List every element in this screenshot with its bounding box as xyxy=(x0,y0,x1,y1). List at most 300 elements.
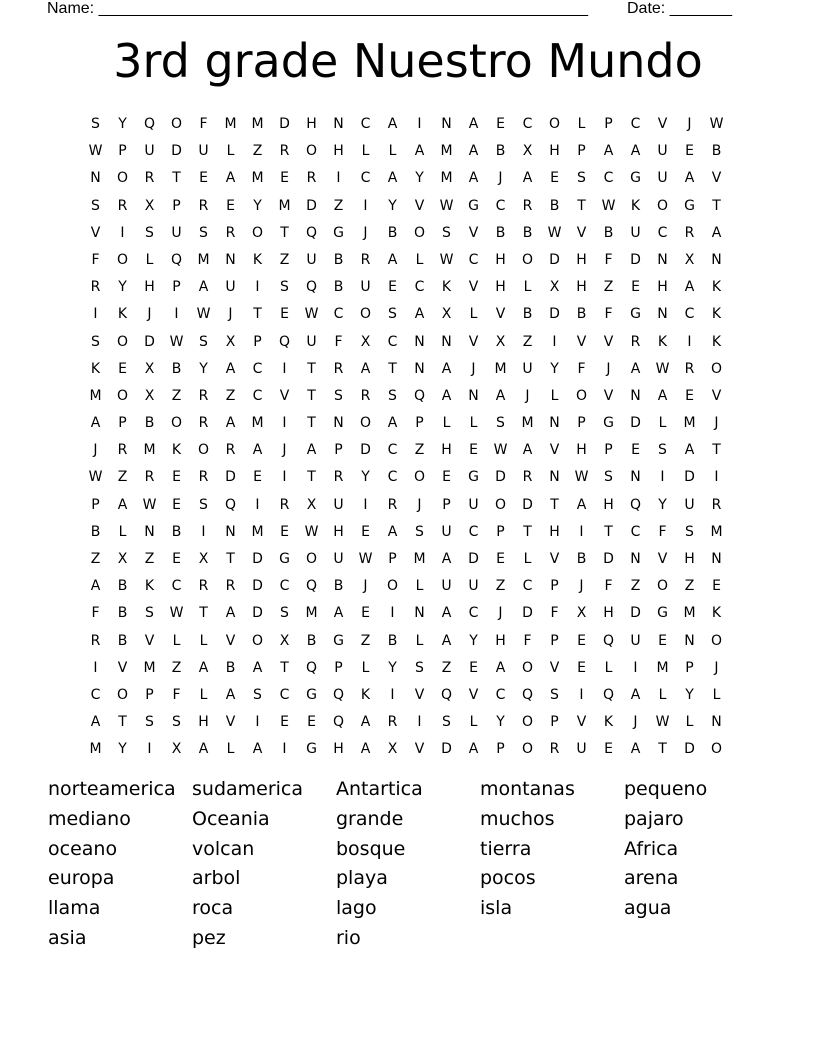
grid-letter: T xyxy=(307,387,316,404)
grid-letter: D xyxy=(468,551,479,567)
grid-letter: N xyxy=(144,523,155,540)
grid-letter: P xyxy=(388,551,397,567)
grid-letter: V xyxy=(576,714,587,731)
grid-letter: A xyxy=(576,496,587,513)
grid-letter: N xyxy=(711,714,722,731)
grid-letter: F xyxy=(577,360,586,377)
grid-letter: P xyxy=(496,523,505,540)
grid-letter: X xyxy=(522,143,533,160)
grid-letter: U xyxy=(306,251,317,268)
grid-letter: H xyxy=(576,279,587,296)
word-list-item: pequeno xyxy=(624,778,708,800)
grid-letter: Q xyxy=(305,224,318,241)
grid-letter: R xyxy=(198,578,209,595)
grid-letter: Z xyxy=(225,387,236,404)
grid-letter: O xyxy=(116,170,129,187)
grid-letter: M xyxy=(710,523,723,540)
grid-letter: A xyxy=(387,170,398,187)
grid-letter: L xyxy=(415,632,424,649)
grid-letter: S xyxy=(199,496,208,513)
grid-letter: N xyxy=(657,306,668,323)
grid-letter: S xyxy=(91,116,100,132)
grid-letter: B xyxy=(576,551,587,567)
grid-letter: L xyxy=(199,632,208,649)
page-title: 3rd grade Nuestro Mundo xyxy=(113,34,703,88)
grid-letter: T xyxy=(118,714,127,731)
grid-letter: M xyxy=(251,523,264,540)
grid-letter: O xyxy=(251,632,264,649)
grid-letter: I xyxy=(363,496,368,513)
grid-letter: V xyxy=(603,387,614,404)
grid-letter: E xyxy=(280,306,289,323)
grid-letter: M xyxy=(143,442,156,459)
grid-letter: W xyxy=(304,306,319,323)
grid-letter: H xyxy=(549,143,560,160)
grid-letter: G xyxy=(630,170,641,187)
grid-letter: B xyxy=(117,632,128,649)
grid-letter: P xyxy=(496,741,505,758)
grid-letter: E xyxy=(118,360,127,377)
grid-letter: S xyxy=(685,523,694,540)
grid-letter: J xyxy=(606,360,611,377)
grid-letter: K xyxy=(171,442,182,459)
grid-letter: K xyxy=(630,197,641,214)
grid-letter: T xyxy=(307,469,316,486)
grid-letter: S xyxy=(550,686,559,703)
grid-letter: A xyxy=(522,170,533,187)
grid-letter: R xyxy=(360,251,371,268)
grid-letter: G xyxy=(657,605,668,622)
grid-letter: W xyxy=(142,496,157,513)
grid-letter: O xyxy=(170,415,183,432)
grid-letter: Z xyxy=(252,143,263,160)
grid-letter: A xyxy=(225,605,236,622)
grid-letter: N xyxy=(684,632,695,649)
grid-letter: C xyxy=(630,523,641,540)
grid-letter: I xyxy=(633,659,638,676)
grid-row xyxy=(82,329,730,356)
grid-letter: X xyxy=(198,551,209,567)
grid-letter: K xyxy=(117,306,128,323)
grid-letter: I xyxy=(336,170,341,187)
grid-letter: R xyxy=(306,170,317,187)
grid-letter: S xyxy=(658,442,667,459)
grid-letter: E xyxy=(496,551,505,567)
grid-letter: U xyxy=(576,741,587,758)
grid-letter: Z xyxy=(495,578,506,595)
grid-letter: P xyxy=(145,686,154,703)
grid-letter: E xyxy=(172,469,181,486)
grid-letter: C xyxy=(468,605,479,622)
grid-letter: C xyxy=(657,224,668,241)
grid-letter: V xyxy=(711,387,722,404)
grid-letter: F xyxy=(334,333,343,350)
grid-letter: U xyxy=(333,496,344,513)
grid-letter: A xyxy=(225,170,236,187)
grid-letter: P xyxy=(172,279,181,296)
grid-letter: J xyxy=(417,496,422,513)
grid-letter: L xyxy=(118,523,127,540)
grid-letter: A xyxy=(198,279,209,296)
word-list-item: playa xyxy=(336,867,388,890)
grid-letter: M xyxy=(251,415,264,432)
grid-letter: H xyxy=(306,116,317,132)
grid-letter: U xyxy=(441,523,452,540)
grid-letter: B xyxy=(549,197,560,214)
grid-letter: M xyxy=(683,605,696,622)
grid-letter: U xyxy=(198,143,209,160)
grid-letter: L xyxy=(226,741,235,758)
grid-letter: G xyxy=(306,741,317,758)
grid-letter: S xyxy=(334,387,343,404)
grid-letter: D xyxy=(549,251,560,268)
grid-row xyxy=(82,410,730,437)
grid-letter: S xyxy=(442,224,451,241)
grid-letter: Z xyxy=(333,197,344,214)
grid-letter: C xyxy=(90,686,101,703)
grid-letter: R xyxy=(225,442,236,459)
grid-letter: P xyxy=(577,143,586,160)
word-list-item: bosque xyxy=(336,837,406,860)
grid-letter: B xyxy=(711,143,722,160)
grid-letter: W xyxy=(601,197,616,214)
grid-letter: A xyxy=(198,659,209,676)
grid-letter: S xyxy=(145,714,154,731)
grid-letter: I xyxy=(147,741,152,758)
grid-letter: F xyxy=(91,251,100,268)
word-list-item: isla xyxy=(480,897,513,920)
grid-letter: Q xyxy=(305,578,318,595)
grid-letter: H xyxy=(198,714,209,731)
grid-letter: O xyxy=(116,251,129,268)
grid-letter: Q xyxy=(278,333,291,350)
grid-letter: Y xyxy=(388,659,397,676)
grid-letter: H xyxy=(684,551,695,567)
grid-letter: R xyxy=(522,197,533,214)
grid-letter: L xyxy=(577,116,586,132)
grid-letter: X xyxy=(387,741,398,758)
grid-letter: Z xyxy=(414,442,425,459)
grid-letter: O xyxy=(116,686,129,703)
grid-letter: V xyxy=(576,333,587,350)
word-list-item: tierra xyxy=(480,837,532,860)
grid-row xyxy=(82,220,730,247)
word-list-item: Antartica xyxy=(336,778,423,800)
grid-letter: I xyxy=(93,306,98,323)
grid-letter: V xyxy=(468,333,479,350)
grid-letter: B xyxy=(603,224,614,241)
grid-letter: B xyxy=(387,632,398,649)
grid-letter: B xyxy=(306,632,317,649)
grid-letter: T xyxy=(523,523,532,540)
grid-letter: E xyxy=(280,714,289,731)
grid-letter: J xyxy=(525,387,530,404)
grid-letter: B xyxy=(90,523,101,540)
grid-letter: C xyxy=(387,333,398,350)
grid-letter: Y xyxy=(118,279,127,296)
grid-letter: O xyxy=(521,251,534,268)
grid-letter: B xyxy=(576,306,587,323)
grid-letter: S xyxy=(496,415,505,432)
grid-letter: N xyxy=(333,116,344,132)
grid-letter: P xyxy=(118,143,127,160)
grid-letter: H xyxy=(495,251,506,268)
grid-letter: B xyxy=(225,659,236,676)
grid-letter: A xyxy=(90,714,101,731)
grid-letter: S xyxy=(172,714,181,731)
grid-letter: R xyxy=(549,741,560,758)
grid-letter: P xyxy=(415,415,424,432)
grid-letter: U xyxy=(333,551,344,567)
grid-letter: I xyxy=(282,469,287,486)
grid-letter: J xyxy=(498,605,503,622)
word-list-item: agua xyxy=(624,897,672,920)
grid-letter: W xyxy=(169,605,184,622)
grid-letter: R xyxy=(198,469,209,486)
grid-letter: P xyxy=(604,116,613,132)
grid-letter: A xyxy=(387,116,398,132)
grid-letter: R xyxy=(90,632,101,649)
grid-letter: O xyxy=(413,469,426,486)
grid-letter: O xyxy=(413,224,426,241)
grid-row xyxy=(82,600,730,627)
grid-letter: K xyxy=(252,251,263,268)
grid-letter: Y xyxy=(658,496,667,513)
grid-letter: O xyxy=(521,659,534,676)
grid-letter: R xyxy=(198,197,209,214)
grid-letter: Y xyxy=(199,360,208,377)
grid-letter: T xyxy=(604,523,613,540)
grid-letter: W xyxy=(547,224,562,241)
grid-letter: D xyxy=(252,578,263,595)
grid-letter: P xyxy=(604,442,613,459)
grid-letter: F xyxy=(604,578,613,595)
grid-letter: C xyxy=(414,279,425,296)
grid-letter: T xyxy=(307,415,316,432)
grid-letter: A xyxy=(225,360,236,377)
grid-letter: Q xyxy=(224,496,237,513)
grid-letter: H xyxy=(333,523,344,540)
grid-letter: L xyxy=(469,415,478,432)
grid-letter: K xyxy=(144,578,155,595)
grid-letter: Q xyxy=(332,686,345,703)
grid-letter: A xyxy=(468,170,479,187)
grid-letter: P xyxy=(577,415,586,432)
grid-letter: F xyxy=(91,605,100,622)
grid-letter: X xyxy=(225,333,236,350)
word-list-item: llama xyxy=(48,897,101,920)
grid-letter: P xyxy=(91,496,100,513)
grid-letter: Z xyxy=(279,251,290,268)
grid-letter: A xyxy=(684,279,695,296)
grid-letter: U xyxy=(657,143,668,160)
grid-letter: P xyxy=(550,632,559,649)
grid-letter: C xyxy=(387,442,398,459)
grid-letter: W xyxy=(655,714,670,731)
grid-row xyxy=(82,519,730,546)
grid-letter: J xyxy=(93,442,98,459)
grid-letter: U xyxy=(225,279,236,296)
grid-letter: B xyxy=(495,143,506,160)
grid-letter: E xyxy=(712,578,721,595)
grid-letter: H xyxy=(333,143,344,160)
word-list-item: pocos xyxy=(480,867,536,890)
grid-letter: F xyxy=(199,116,208,132)
grid-letter: R xyxy=(711,496,722,513)
grid-letter: L xyxy=(469,306,478,323)
grid-letter: P xyxy=(118,415,127,432)
grid-letter: X xyxy=(279,632,290,649)
grid-letter: V xyxy=(279,387,290,404)
grid-letter: B xyxy=(522,306,533,323)
grid-letter: O xyxy=(170,116,183,132)
grid-letter: N xyxy=(90,170,101,187)
grid-letter: C xyxy=(468,251,479,268)
grid-letter: D xyxy=(684,741,695,758)
grid-letter: E xyxy=(280,170,289,187)
grid-letter: C xyxy=(522,578,533,595)
grid-letter: G xyxy=(279,551,290,567)
grid-letter: A xyxy=(441,551,452,567)
grid-letter: D xyxy=(522,496,533,513)
grid-letter: Q xyxy=(440,686,453,703)
grid-letter: I xyxy=(282,360,287,377)
grid-letter: Y xyxy=(118,116,127,132)
grid-letter: O xyxy=(656,197,669,214)
grid-letter: B xyxy=(333,279,344,296)
grid-letter: Q xyxy=(170,251,183,268)
grid-letter: P xyxy=(685,659,694,676)
grid-letter: E xyxy=(361,605,370,622)
grid-letter: V xyxy=(495,306,506,323)
grid-letter: E xyxy=(604,741,613,758)
grid-letter: M xyxy=(494,360,507,377)
grid-letter: T xyxy=(307,360,316,377)
grid-letter: Q xyxy=(413,387,426,404)
grid-letter: B xyxy=(171,360,182,377)
grid-letter: K xyxy=(441,279,452,296)
grid-letter: R xyxy=(684,360,695,377)
grid-letter: X xyxy=(495,333,506,350)
grid-letter: F xyxy=(604,306,613,323)
grid-letter: M xyxy=(251,116,264,132)
grid-letter: M xyxy=(89,387,102,404)
grid-letter: V xyxy=(468,686,479,703)
grid-letter: O xyxy=(116,387,129,404)
grid-letter: R xyxy=(522,469,533,486)
grid-letter: O xyxy=(359,415,372,432)
grid-letter: I xyxy=(660,469,665,486)
word-list-item: norteamerica xyxy=(48,778,176,800)
grid-letter: T xyxy=(172,170,181,187)
grid-letter: I xyxy=(714,469,719,486)
grid-letter: R xyxy=(117,442,128,459)
grid-letter: V xyxy=(657,116,668,132)
grid-letter: E xyxy=(361,523,370,540)
word-list-item: arbol xyxy=(192,867,241,890)
grid-letter: J xyxy=(363,224,368,241)
grid-letter: H xyxy=(603,496,614,513)
grid-letter: I xyxy=(93,659,98,676)
grid-letter: A xyxy=(225,686,236,703)
grid-letter: R xyxy=(279,143,290,160)
word-list-item: arena xyxy=(624,867,679,890)
grid-letter: O xyxy=(359,306,372,323)
grid-letter: A xyxy=(360,741,371,758)
grid-letter: C xyxy=(279,686,290,703)
grid-letter: E xyxy=(496,116,505,132)
grid-letter: H xyxy=(576,251,587,268)
grid-letter: C xyxy=(387,469,398,486)
grid-letter: A xyxy=(441,360,452,377)
grid-letter: S xyxy=(280,605,289,622)
grid-letter: T xyxy=(388,360,397,377)
grid-letter: J xyxy=(228,306,233,323)
grid-letter: L xyxy=(469,714,478,731)
grid-letter: R xyxy=(198,387,209,404)
grid-letter: A xyxy=(468,741,479,758)
grid-letter: O xyxy=(710,741,723,758)
grid-letter: K xyxy=(711,333,722,350)
grid-letter: D xyxy=(495,469,506,486)
grid-letter: T xyxy=(199,605,208,622)
grid-letter: T xyxy=(712,197,721,214)
grid-letter: M xyxy=(278,197,291,214)
grid-letter: N xyxy=(414,605,425,622)
grid-letter: J xyxy=(687,116,692,132)
grid-letter: R xyxy=(225,578,236,595)
grid-letter: S xyxy=(145,224,154,241)
grid-letter: I xyxy=(687,333,692,350)
grid-letter: I xyxy=(255,496,260,513)
grid-row xyxy=(82,628,730,655)
grid-letter: A xyxy=(333,605,344,622)
grid-letter: E xyxy=(388,279,397,296)
grid-letter: U xyxy=(468,578,479,595)
grid-letter: A xyxy=(360,360,371,377)
word-list-item: rio xyxy=(336,926,361,949)
grid-letter: L xyxy=(523,551,532,567)
grid-letter: A xyxy=(495,387,506,404)
grid-letter: U xyxy=(522,360,533,377)
grid-letter: J xyxy=(579,578,584,595)
grid-letter: B xyxy=(333,578,344,595)
grid-letter: A xyxy=(630,143,641,160)
grid-letter: E xyxy=(685,143,694,160)
grid-letter: S xyxy=(442,714,451,731)
grid-letter: S xyxy=(145,605,154,622)
grid-letter: D xyxy=(225,469,236,486)
grid-row xyxy=(82,464,730,491)
grid-letter: D xyxy=(630,415,641,432)
grid-letter: Y xyxy=(496,714,505,731)
grid-letter: L xyxy=(361,143,370,160)
grid-letter: L xyxy=(712,686,721,703)
grid-letter: N xyxy=(630,387,641,404)
grid-letter: X xyxy=(360,333,371,350)
grid-letter: P xyxy=(334,442,343,459)
grid-letter: X xyxy=(306,496,317,513)
grid-letter: S xyxy=(199,224,208,241)
grid-letter: Z xyxy=(171,659,182,676)
grid-letter: O xyxy=(386,578,399,595)
grid-letter: Z xyxy=(603,279,614,296)
word-list-item: mediano xyxy=(48,807,131,830)
grid-letter: Q xyxy=(602,632,615,649)
grid-letter: E xyxy=(442,469,451,486)
word-list-item: lago xyxy=(336,897,377,920)
grid-letter: X xyxy=(117,551,128,567)
